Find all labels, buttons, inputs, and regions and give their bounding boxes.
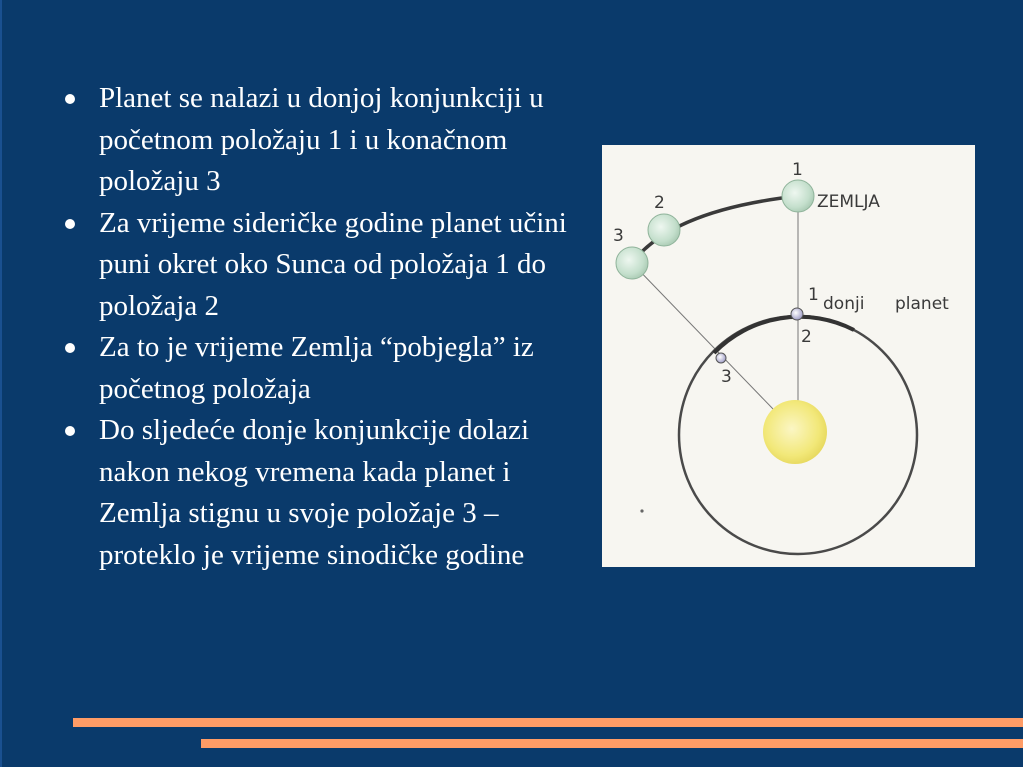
bullet-item [62, 78, 582, 203]
sun [763, 400, 827, 464]
bullet-item [62, 327, 582, 410]
bullet-dot-icon [65, 343, 75, 353]
planet-position-1-2 [791, 308, 803, 320]
orbit-diagram-svg [602, 145, 975, 567]
orbit-diagram [602, 145, 975, 567]
planet-pos-label-1: 1 [808, 285, 819, 305]
planet-label-planet: planet [895, 294, 949, 314]
accent-bar-top [73, 718, 1023, 727]
earth-pos-label-2: 2 [654, 193, 665, 213]
sightline-3 [632, 263, 774, 410]
planet-label-donji: donji [823, 294, 865, 314]
planet-position-3 [716, 353, 726, 363]
earth-pos-label-3: 3 [613, 226, 624, 246]
bullet-dot-icon [65, 219, 75, 229]
stray-dot [640, 509, 643, 512]
bullet-dot-icon [65, 94, 75, 104]
bullet-item [62, 203, 582, 328]
earth-position-2 [648, 214, 680, 246]
bullet-dot-icon [65, 426, 75, 436]
planet-pos-label-2: 2 [801, 327, 812, 347]
bullet-text: Do sljedeće donje konjunkcije dolazi nakon nekog vremena kada planet i Zemlja stignu u svoje položaje 3 – proteklo je vrijeme sinodičke godine [99, 414, 530, 571]
planet-pos-label-3: 3 [721, 367, 732, 387]
bullet-text: Za to je vrijeme Zemlja “pobjegla” iz početnog položaja [99, 331, 534, 405]
earth-position-1 [782, 180, 814, 212]
bullet-text: Za vrijeme sideričke godine planet učini puni okret oko Sunca od položaja 1 do položaja 2 [99, 206, 567, 322]
accent-bar-bottom [201, 739, 1023, 748]
bullet-text: Planet se nalazi u donjoj konjunkciji u početnom položaju 1 i u konačnom položaju 3 [99, 82, 544, 197]
earth-pos-label-1: 1 [792, 160, 803, 180]
bullet-list [62, 78, 582, 576]
planet-path-arc [714, 317, 854, 353]
earth-position-3 [616, 247, 648, 279]
bullet-item [62, 410, 582, 576]
earth-label: ZEMLJA [817, 192, 880, 212]
